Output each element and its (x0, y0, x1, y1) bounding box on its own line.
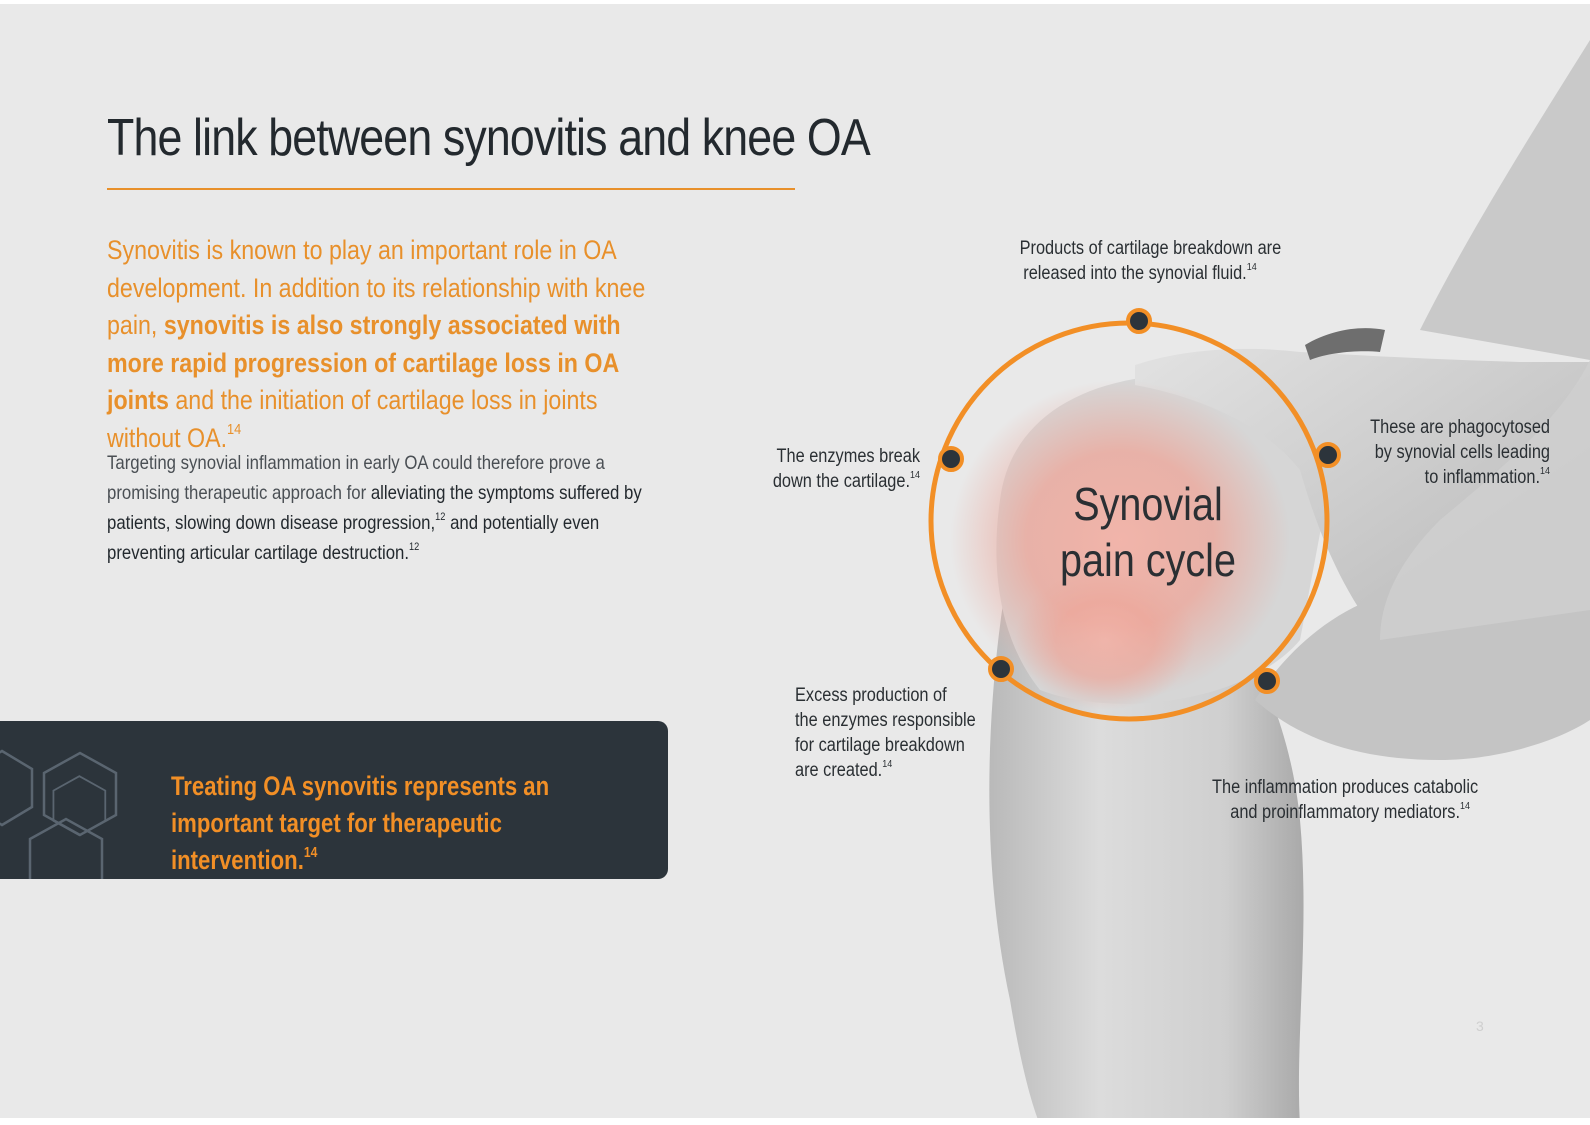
step-1-line-1: Products of cartilage breakdown are (1019, 238, 1282, 259)
body-reference-2: 12 (409, 540, 420, 553)
step-5-line-2: down the cartilage. (772, 471, 911, 492)
body-text: Targeting synovial inflammation in early OA could therefore prove a promising therapeutic approach for (107, 452, 605, 504)
step-1-line-2: released into the synovial fluid. (1023, 263, 1247, 284)
intro-reference: 14 (227, 422, 242, 439)
step-4-line-2: the enzymes responsible (795, 710, 976, 731)
cycle-node-3 (1256, 670, 1278, 692)
cycle-step-3 (1212, 775, 1479, 825)
intro-text: Synovitis is known to play an important role in OA development. In addition to its relationship with knee pain, (107, 235, 646, 340)
body-emphasis-text-2: and potentially even preventing articular cartilage destruction. (107, 512, 600, 564)
cycle-step-1 (1019, 236, 1282, 286)
step-3-line-1: The inflammation produces catabolic (1212, 777, 1479, 798)
cycle-title (1055, 476, 1241, 588)
cycle-step-4 (795, 683, 984, 783)
cycle-title-line-1: Synovial (1073, 478, 1223, 530)
bottom-border (0, 1118, 1590, 1125)
cycle-node-4 (990, 658, 1012, 680)
step-5-line-1: The enzymes break (776, 446, 920, 467)
page-title: The link between synovitis and knee OA (107, 109, 870, 167)
cycle-title-line-2: pain cycle (1060, 534, 1236, 586)
step-3-reference: 14 (1460, 801, 1470, 813)
step-2-reference: 14 (1540, 466, 1550, 478)
step-1-reference: 14 (1246, 262, 1257, 274)
page-number: 3 (1476, 1018, 1484, 1034)
step-5-reference: 14 (910, 470, 920, 482)
step-4-line-3: for cartilage breakdown (795, 735, 965, 756)
cycle-node-1 (1128, 310, 1150, 332)
body-reference-1: 12 (435, 510, 446, 523)
step-2-line-1: These are phagocytosed (1370, 417, 1550, 438)
callout-message: Treating OA synovitis represents an important target for therapeutic intervention. (171, 771, 550, 875)
step-4-line-4: are created. (795, 760, 883, 781)
body-emphasis-text: alleviating the symptoms suffered by patients, slowing down disease progression, (107, 482, 642, 534)
cycle-node-2 (1317, 444, 1339, 466)
intro-bold-text: synovitis is also strongly associated with more rapid progression of cartilage loss in OA joints (107, 310, 621, 415)
intro-text-end: and the initiation of cartilage loss in joints without OA. (107, 385, 598, 453)
step-2-line-2: by synovial cells leading (1374, 442, 1550, 463)
cycle-step-2 (1361, 415, 1550, 490)
callout-reference: 14 (303, 844, 318, 861)
cycle-node-5 (940, 448, 962, 470)
step-4-line-1: Excess production of (795, 685, 947, 706)
cycle-step-5 (748, 444, 920, 494)
step-2-line-3: to inflammation. (1424, 467, 1541, 488)
step-3-line-2: and proinflammatory mediators. (1230, 802, 1461, 823)
step-4-reference: 14 (882, 759, 893, 771)
